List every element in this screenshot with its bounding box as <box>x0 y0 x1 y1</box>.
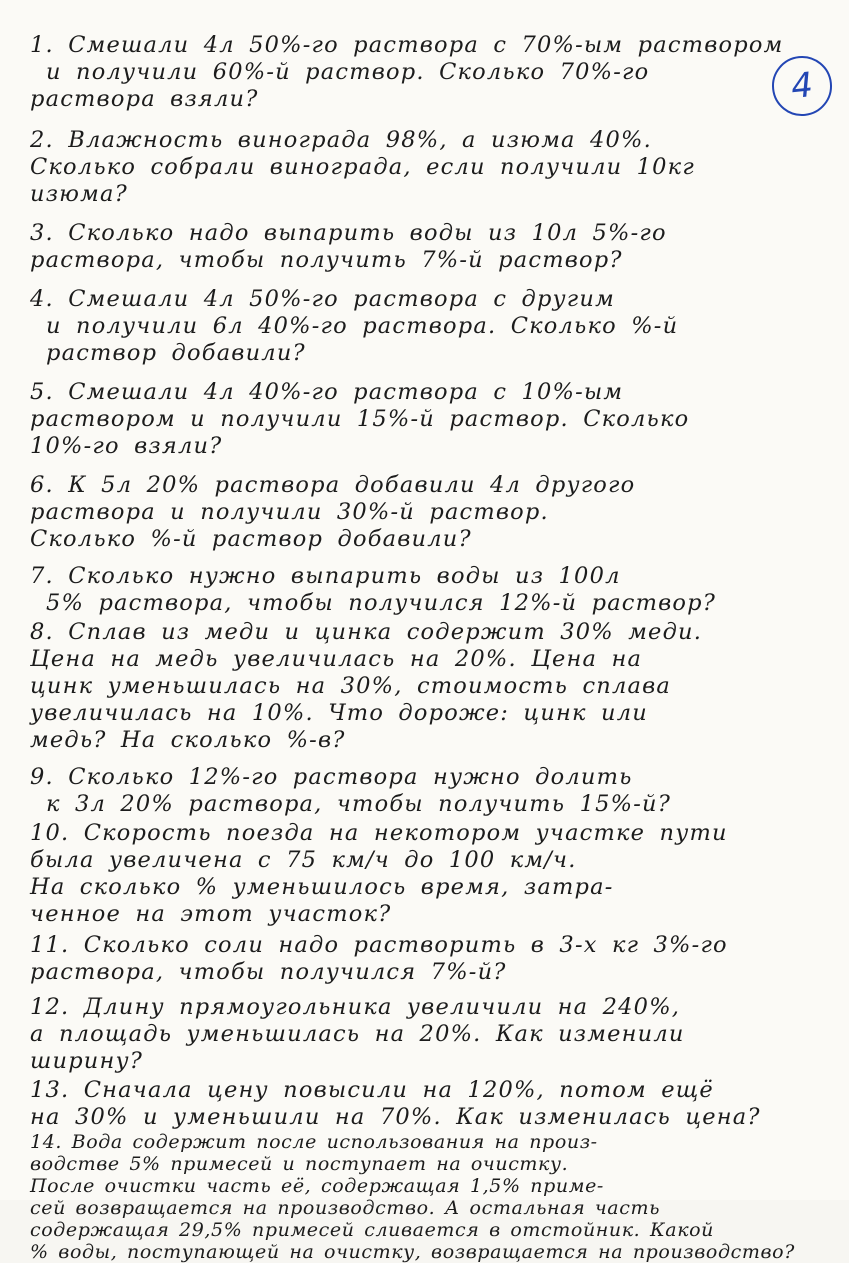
problem-line: % воды, поступающей на очистку, возвращается на производство? <box>30 1241 795 1263</box>
problem-line: 11. Сколько соли надо растворить в 3-х кг 3%-го <box>30 932 728 958</box>
problem-line: изюма? <box>30 181 128 207</box>
problem-line: Сколько %-й раствор добавили? <box>30 526 472 552</box>
problem-line: 13. Сначала цену повысили на 120%, потом ещё <box>30 1077 714 1103</box>
problem-line: увеличилась на 10%. Что дороже: цинк или <box>30 700 648 726</box>
problem-13 <box>30 1077 827 1131</box>
problem-10 <box>30 820 827 928</box>
problem-line: 4. Смешали 4л 50%-го раствора с другим <box>30 286 615 312</box>
problem-line: 12. Длину прямоугольника увеличили на 240%, <box>30 994 681 1020</box>
problem-line: Сколько собрали винограда, если получили 10кг <box>30 154 695 180</box>
problem-line: 1. Смешали 4л 50%-го раствора с 70%-ым раствором <box>30 32 784 58</box>
problem-8 <box>30 619 827 754</box>
problem-line: сей возвращается на производство. А остальная часть <box>30 1197 661 1219</box>
problem-12 <box>30 994 827 1075</box>
problem-line: и получили 60%-й раствор. Сколько 70%-го <box>46 59 650 85</box>
problem-line: 8. Сплав из меди и цинка содержит 30% меди. <box>30 619 703 645</box>
problem-1 <box>30 32 827 113</box>
problem-6 <box>30 472 827 553</box>
problem-line: содержащая 29,5% примесей сливается в отстойник. Какой <box>30 1219 715 1241</box>
problem-line: раствором и получили 15%-й раствор. Сколько <box>30 406 690 432</box>
problem-line: раствора взяли? <box>30 86 259 112</box>
problem-line: 10. Скорость поезда на некотором участке пути <box>30 820 728 846</box>
problem-line: 7. Сколько нужно выпарить воды из 100л <box>30 563 621 589</box>
problem-line: 5% раствора, чтобы получился 12%-й раствор? <box>46 590 717 616</box>
problem-line: Цена на медь увеличилась на 20%. Цена на <box>30 646 643 672</box>
problem-line: ширину? <box>30 1048 144 1074</box>
problem-line: 2. Влажность винограда 98%, а изюма 40%. <box>30 127 652 153</box>
problem-line: раствор добавили? <box>46 340 306 366</box>
problem-2 <box>30 127 827 208</box>
problem-line: и получили 6л 40%-го раствора. Сколько %-й <box>46 313 679 339</box>
problem-line: На сколько % уменьшилось время, затра- <box>30 874 614 900</box>
problem-14 <box>30 1131 827 1263</box>
problem-line: 6. К 5л 20% раствора добавили 4л другого <box>30 472 636 498</box>
page-number-circle: 4 <box>769 53 835 119</box>
problem-7 <box>30 563 827 617</box>
problem-line: на 30% и уменьшили на 70%. Как изменилась цена? <box>30 1104 761 1130</box>
problem-line: 10%-го взяли? <box>30 433 223 459</box>
problem-line: раствора и получили 30%-й раствор. <box>30 499 549 525</box>
problem-line: цинк уменьшилась на 30%, стоимость сплава <box>30 673 671 699</box>
problem-9 <box>30 764 827 818</box>
problem-line: ченное на этот участок? <box>30 901 392 927</box>
problem-line: 14. Вода содержит после использования на произ- <box>30 1131 598 1153</box>
problem-line: 3. Сколько надо выпарить воды из 10л 5%-го <box>30 220 667 246</box>
problem-11 <box>30 932 827 986</box>
problem-line: медь? На сколько %-в? <box>30 727 346 753</box>
problem-line: раствора, чтобы получить 7%-й раствор? <box>30 247 623 273</box>
problem-line: После очистки часть её, содержащая 1,5% приме- <box>30 1175 604 1197</box>
problem-line: раствора, чтобы получился 7%-й? <box>30 959 507 985</box>
problem-line: к 3л 20% раствора, чтобы получить 15%-й? <box>46 791 671 817</box>
problem-line: была увеличена с 75 км/ч до 100 км/ч. <box>30 847 577 873</box>
problem-line: 5. Смешали 4л 40%-го раствора с 10%-ым <box>30 379 624 405</box>
problem-line: водстве 5% примесей и поступает на очистку. <box>30 1153 569 1175</box>
problem-4 <box>30 286 827 367</box>
problem-line: 9. Сколько 12%-го раствора нужно долить <box>30 764 633 790</box>
problem-5 <box>30 379 827 460</box>
problem-3 <box>30 220 827 274</box>
problem-line: а площадь уменьшилась на 20%. Как изменили <box>30 1021 685 1047</box>
